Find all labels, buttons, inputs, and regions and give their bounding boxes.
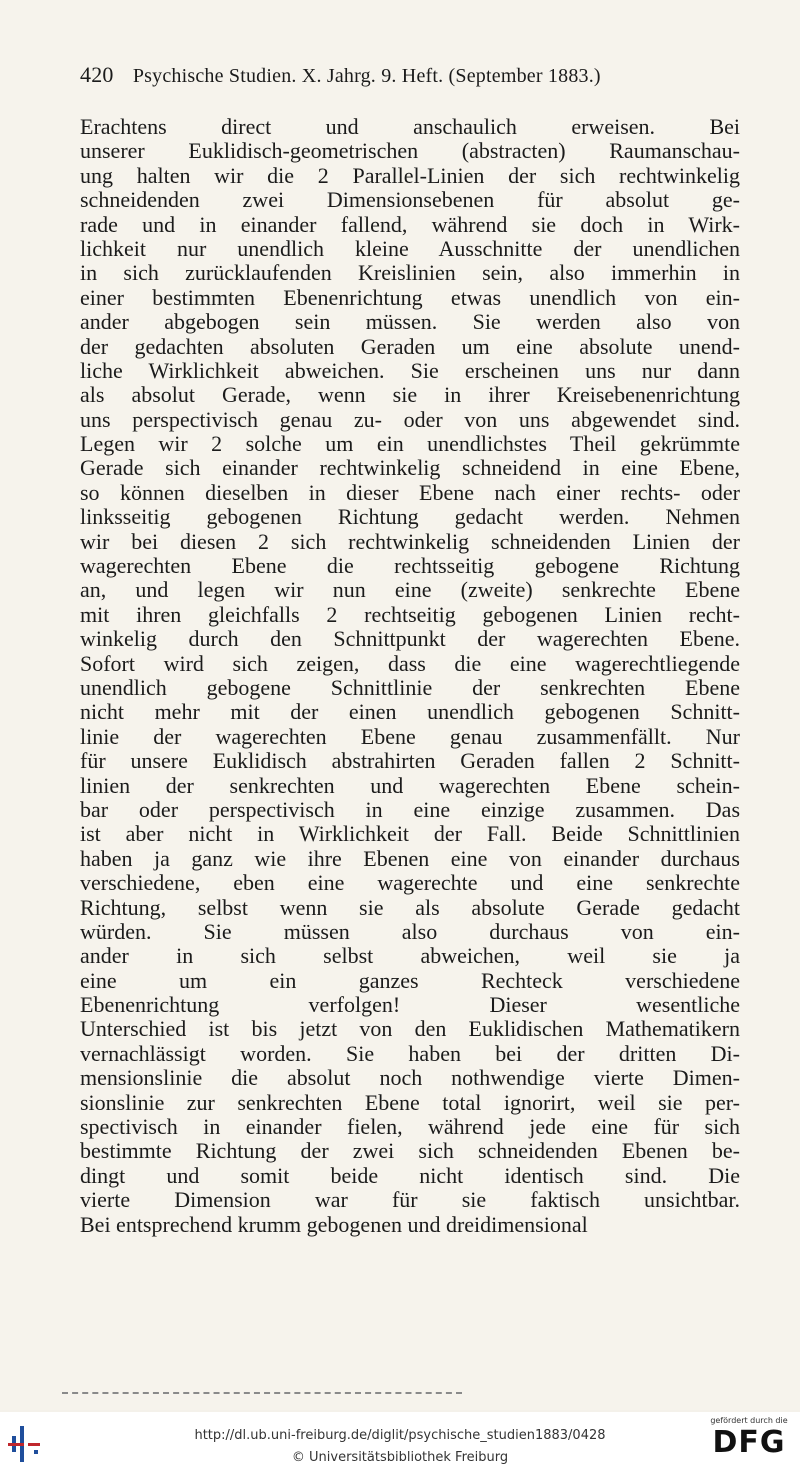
text-line: dingt und somit beide nicht identisch sind. Die [80,1163,740,1188]
page-number: 420 [80,62,114,87]
text-line: ander abgebogen sein müssen. Sie werden also von [80,310,740,335]
text-line: Unterschied ist bis jetzt von den Euklidischen Mathematikern [80,1017,740,1042]
text-line: Bei entsprechend krumm gebogenen und dreidimensional [80,1212,588,1237]
text-line: als absolut Gerade, wenn sie in ihrer Kreisebenenrichtung [80,383,740,408]
text-line: wagerechten Ebene die rechtsseitig gebogene Richtung [80,554,740,579]
text-line: Ebenenrichtung verfolgen! Dieser wesentliche [80,993,740,1018]
text-line: so können dieselben in dieser Ebene nach einer rechts- oder [80,480,740,505]
text-line: der gedachten absoluten Geraden um eine absolute unend- [80,334,740,359]
text-line: winkelig durch den Schnittpunkt der wagerechten Ebene. [80,627,740,652]
text-line: haben ja ganz wie ihre Ebenen eine von einander durchaus [80,846,740,871]
text-line: ung halten wir die 2 Parallel-Linien der sich rechtwinkelig [80,163,740,188]
text-line: uns perspectivisch genau zu- oder von uns abgewendet sind. [80,407,740,432]
text-line: vierte Dimension war für sie faktisch unsichtbar. [80,1188,740,1213]
text-line: schneidenden zwei Dimensionsebenen für absolut ge- [80,188,740,213]
text-line: mensionslinie die absolut noch nothwendige vierte Dimen- [80,1066,740,1091]
text-line: linksseitig gebogenen Richtung gedacht werden. Nehmen [80,505,740,530]
text-line: rade und in einander fallend, während sie doch in Wirk- [80,212,740,237]
text-line: einer bestimmten Ebenenrichtung etwas unendlich von ein- [80,285,740,310]
text-line: unendlich gebogene Schnittlinie der senkrechten Ebene [80,675,740,700]
dfg-logo-icon[interactable] [704,1416,794,1470]
text-line: Gerade sich einander rechtwinkelig schneidend in eine Ebene, [80,456,740,481]
text-line: liche Wirklichkeit abweichen. Sie erscheinen uns nur dann [80,358,740,383]
text-line: würden. Sie müssen also durchaus von ein- [80,919,740,944]
text-line: sionslinie zur senkrechten Ebene total ignorirt, weil sie per- [80,1090,740,1115]
text-line: ist aber nicht in Wirklichkeit der Fall. Beide Schnittlinien [80,822,740,847]
text-line: wir bei diesen 2 sich rechtwinkelig schneidenden Linien der [80,529,740,554]
text-line: eine um ein ganzes Rechteck verschiedene [80,968,740,993]
text-line: für unsere Euklidisch abstrahirten Geraden fallen 2 Schnitt- [80,749,740,774]
text-line: lichkeit nur unendlich kleine Ausschnitte der unendlichen [80,236,740,261]
text-line: linie der wagerechten Ebene genau zusammenfällt. Nur [80,724,740,749]
sponsor-caption: gefördert durch die [710,1416,788,1425]
text-line: linien der senkrechten und wagerechten Ebene schein- [80,773,740,798]
text-line: Erachtens direct und anschaulich erweisen. Bei [80,115,740,139]
text-line: mit ihren gleichfalls 2 rechtseitig gebogenen Linien recht- [80,602,740,627]
text-line: bar oder perspectivisch in eine einzige zusammen. Das [80,797,740,822]
text-line: Sofort wird sich zeigen, dass die eine wagerechtliegende [80,651,740,676]
text-line: vernachlässigt worden. Sie haben bei der dritten Di- [80,1041,740,1066]
text-line: unserer Euklidisch-geometrischen (abstracten) Raumanschau- [80,139,740,164]
copyright-text: © Universitätsbibliothek Freiburg [291,1450,509,1465]
viewer-footer [0,1412,800,1472]
text-line: Richtung, selbst wenn sie als absolute Gerade gedacht [80,895,740,920]
text-line: ander in sich selbst abweichen, weil sie ja [80,944,740,969]
text-line: spectivisch in einander fielen, während jede eine für sich [80,1115,740,1140]
text-line: an, und legen wir nun eine (zweite) senkrechte Ebene [80,578,740,603]
page-header [80,62,740,88]
text-line: nicht mehr mit der einen unendlich gebogenen Schnitt- [80,700,740,725]
source-url[interactable]: http://dl.ub.uni-freiburg.de/diglit/psychische_studien1883/0428 [194,1428,606,1443]
running-title: Psychische Studien. X. Jahrg. 9. Heft. (September 1883.) [132,65,601,87]
body-text [80,115,740,1237]
sponsor-logo-text: DFG [712,1425,786,1460]
text-line: verschiedene, eben eine wagerechte und eine senkrechte [80,871,740,896]
text-line: in sich zurücklaufenden Kreislinien sein, also immerhin in [80,261,740,286]
page-bottom-rule [62,1392,462,1394]
text-line: bestimmte Richtung der zwei sich schneidenden Ebenen be- [80,1139,740,1164]
text-line: Legen wir 2 solche um ein unendlichstes Theil gekrümmte [80,432,740,457]
